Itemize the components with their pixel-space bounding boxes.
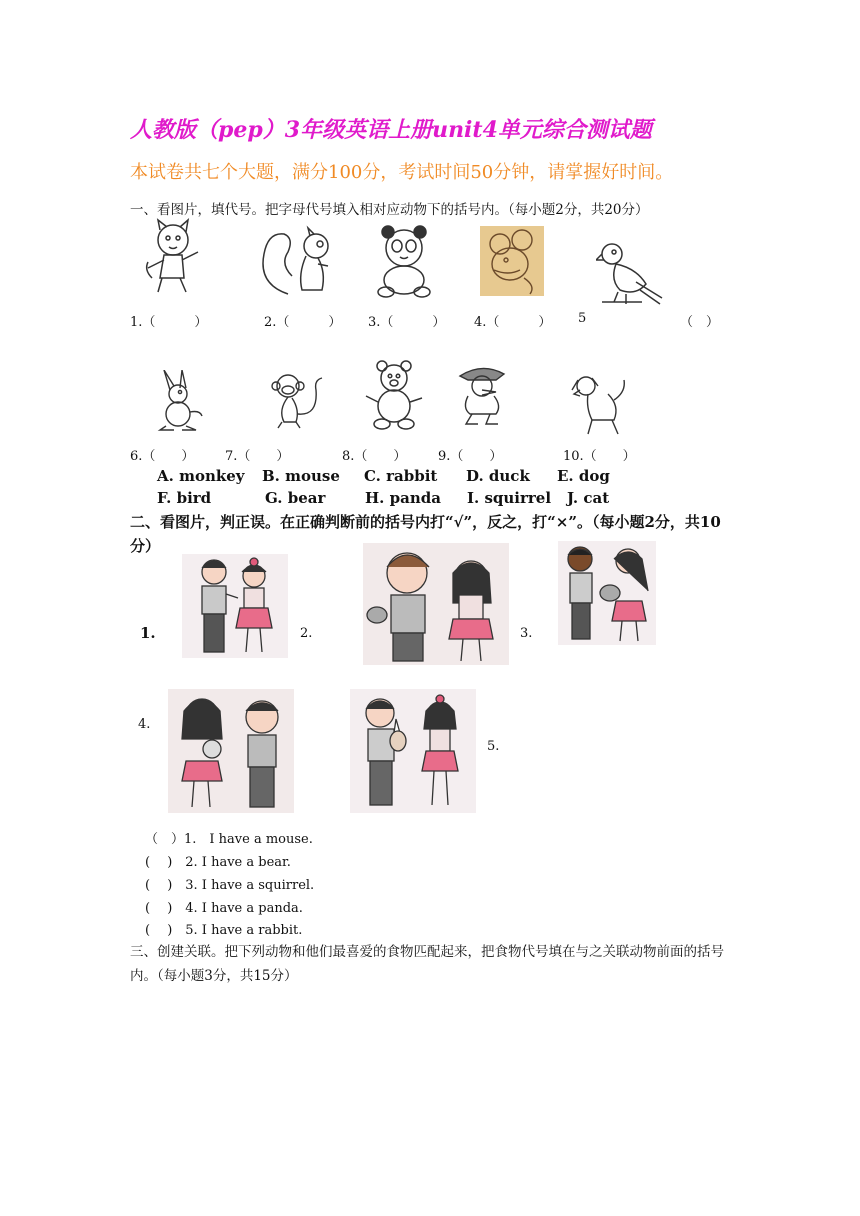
option-g: G. bear: [265, 489, 326, 507]
judge-statement-1[interactable]: （ ）1. I have a mouse.: [145, 832, 313, 847]
option-f: F. bird: [157, 489, 212, 507]
picture-label-5: 5.: [487, 739, 500, 754]
bird-icon: [596, 236, 664, 308]
picture-1-kids-mouse: [182, 554, 288, 658]
duck-icon: [452, 362, 514, 426]
option-e: E. dog: [557, 467, 610, 485]
mouse-icon: [480, 226, 544, 296]
option-c: C. rabbit: [364, 467, 438, 485]
judge-statement-2[interactable]: ( ) 2. I have a bear.: [145, 855, 291, 870]
section3-heading: 三、创建关联。把下列动物和他们最喜爱的食物匹配起来，把食物代号填在与之关联动物前面的括号内。（每小题3分，共15分）: [130, 944, 724, 984]
blank-6[interactable]: 6.（ ）: [130, 449, 195, 464]
blank-5-label: 5: [578, 311, 587, 326]
blank-8[interactable]: 8.（ ）: [342, 449, 407, 464]
panda-icon: [370, 224, 440, 300]
option-d: D. duck: [466, 467, 530, 485]
section2-heading: 二、看图片，判正误。在正确判断前的括号内打“√”，反之，打“×”。（每小题2分，共10分）: [130, 513, 721, 555]
picture-4-kids-panda: [168, 689, 294, 813]
squirrel-icon: [258, 224, 338, 298]
blank-3[interactable]: 3.（ ）: [368, 315, 446, 330]
page-title: 人教版（pep）3年级英语上册unit4单元综合测试题: [130, 117, 652, 143]
blank-2[interactable]: 2.（ ）: [264, 315, 342, 330]
picture-label-4: 4.: [138, 717, 151, 732]
option-a: A. monkey: [157, 467, 245, 485]
option-i: I. squirrel: [467, 489, 552, 507]
bear-icon: [364, 360, 426, 432]
cat-icon: [140, 218, 210, 296]
picture-2-kids-cat: [363, 543, 509, 665]
judge-statement-5[interactable]: ( ) 5. I have a rabbit.: [145, 923, 303, 938]
picture-label-2: 2.: [300, 626, 313, 641]
blank-9[interactable]: 9.（ ）: [438, 449, 503, 464]
picture-5-kids-rabbit: [350, 689, 476, 813]
option-j: J. cat: [567, 489, 610, 507]
blank-7[interactable]: 7.（ ）: [225, 449, 290, 464]
blank-1[interactable]: 1.（ ）: [130, 315, 208, 330]
option-b: B. mouse: [262, 467, 340, 485]
blank-10[interactable]: 10.（ ）: [563, 449, 636, 464]
judge-statement-3[interactable]: ( ) 3. I have a squirrel.: [145, 878, 315, 893]
dog-icon: [568, 372, 628, 436]
judge-statement-4[interactable]: ( ) 4. I have a panda.: [145, 901, 303, 916]
monkey-icon: [270, 370, 328, 430]
picture-3-kids-cat: [558, 541, 656, 645]
section1-heading: 一、看图片，填代号。把字母代号填入相对应动物下的括号内。（每小题2分，共20分）: [130, 202, 649, 218]
exam-instructions: 本试卷共七个大题，满分100分，考试时间50分钟，请掌握好时间。: [130, 162, 674, 183]
picture-label-3: 3.: [520, 626, 533, 641]
picture-label-1: 1.: [140, 624, 156, 642]
blank-5[interactable]: （ ）: [680, 315, 720, 330]
blank-4[interactable]: 4.（ ）: [474, 315, 552, 330]
option-h: H. panda: [365, 489, 441, 507]
rabbit-icon: [152, 370, 206, 432]
